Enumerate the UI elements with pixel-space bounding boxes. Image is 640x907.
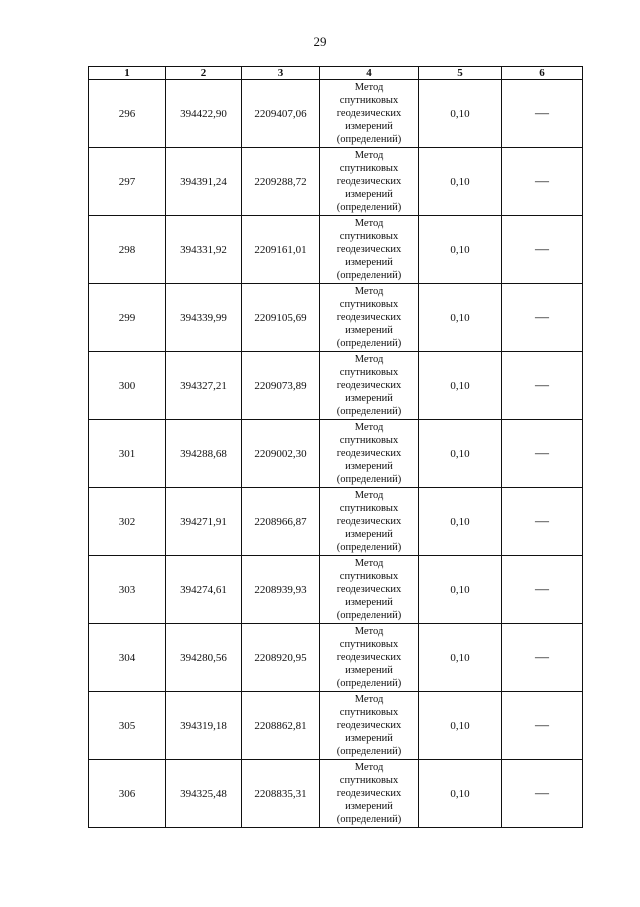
method-line: геодезических bbox=[336, 176, 402, 187]
coord-y-cell: 2209161,01 bbox=[242, 216, 320, 284]
coord-x-cell: 394271,91 bbox=[166, 488, 242, 556]
table-row bbox=[89, 420, 583, 488]
method-cell bbox=[320, 624, 419, 692]
method-line: Метод bbox=[354, 762, 384, 773]
method-line: геодезических bbox=[336, 312, 402, 323]
method-line: Метод bbox=[354, 694, 384, 705]
method-line: (определений) bbox=[336, 338, 402, 349]
method-line: (определений) bbox=[336, 474, 402, 485]
method-line: спутниковых bbox=[339, 503, 399, 514]
column-header-4: 4 bbox=[320, 67, 419, 80]
column-header-1: 1 bbox=[89, 67, 166, 80]
coord-x-cell: 394331,92 bbox=[166, 216, 242, 284]
method-line: (определений) bbox=[336, 678, 402, 689]
table-row bbox=[89, 692, 583, 760]
description-cell: — bbox=[502, 216, 583, 284]
method-cell bbox=[320, 488, 419, 556]
method-line: (определений) bbox=[336, 746, 402, 757]
method-cell bbox=[320, 692, 419, 760]
method-line: измерений bbox=[345, 665, 393, 676]
accuracy-cell: 0,10 bbox=[419, 488, 502, 556]
point-number-cell: 302 bbox=[89, 488, 166, 556]
method-line: Метод bbox=[354, 422, 384, 433]
method-line: геодезических bbox=[336, 448, 402, 459]
coord-y-cell: 2208835,31 bbox=[242, 760, 320, 828]
point-number-cell: 296 bbox=[89, 80, 166, 148]
coord-y-cell: 2209407,06 bbox=[242, 80, 320, 148]
coord-y-cell: 2209073,89 bbox=[242, 352, 320, 420]
point-number-cell: 297 bbox=[89, 148, 166, 216]
accuracy-cell: 0,10 bbox=[419, 148, 502, 216]
coord-x-cell: 394422,90 bbox=[166, 80, 242, 148]
method-line: (определений) bbox=[336, 814, 402, 825]
table-body bbox=[89, 80, 583, 828]
method-line: измерений bbox=[345, 325, 393, 336]
method-line: геодезических bbox=[336, 516, 402, 527]
table-row bbox=[89, 624, 583, 692]
method-line: Метод bbox=[354, 150, 384, 161]
method-line: геодезических bbox=[336, 244, 402, 255]
method-line: Метод bbox=[354, 558, 384, 569]
method-line: спутниковых bbox=[339, 163, 399, 174]
description-cell: — bbox=[502, 80, 583, 148]
method-cell bbox=[320, 284, 419, 352]
method-line: (определений) bbox=[336, 406, 402, 417]
method-line: геодезических bbox=[336, 788, 402, 799]
method-line: геодезических bbox=[336, 720, 402, 731]
coord-y-cell: 2209002,30 bbox=[242, 420, 320, 488]
method-line: геодезических bbox=[336, 584, 402, 595]
coord-y-cell: 2209288,72 bbox=[242, 148, 320, 216]
method-line: геодезических bbox=[336, 380, 402, 391]
point-number-cell: 300 bbox=[89, 352, 166, 420]
accuracy-cell: 0,10 bbox=[419, 352, 502, 420]
method-line: спутниковых bbox=[339, 299, 399, 310]
method-line: спутниковых bbox=[339, 231, 399, 242]
method-cell bbox=[320, 556, 419, 624]
coordinates-table bbox=[88, 66, 583, 828]
point-number-cell: 304 bbox=[89, 624, 166, 692]
accuracy-cell: 0,10 bbox=[419, 216, 502, 284]
method-line: измерений bbox=[345, 597, 393, 608]
coord-y-cell: 2209105,69 bbox=[242, 284, 320, 352]
accuracy-cell: 0,10 bbox=[419, 420, 502, 488]
method-line: Метод bbox=[354, 286, 384, 297]
method-line: Метод bbox=[354, 218, 384, 229]
table-row bbox=[89, 352, 583, 420]
point-number-cell: 305 bbox=[89, 692, 166, 760]
method-line: измерений bbox=[345, 257, 393, 268]
method-cell bbox=[320, 760, 419, 828]
accuracy-cell: 0,10 bbox=[419, 284, 502, 352]
point-number-cell: 299 bbox=[89, 284, 166, 352]
description-cell: — bbox=[502, 556, 583, 624]
method-cell bbox=[320, 420, 419, 488]
method-line: спутниковых bbox=[339, 367, 399, 378]
point-number-cell: 306 bbox=[89, 760, 166, 828]
method-line: измерений bbox=[345, 801, 393, 812]
accuracy-cell: 0,10 bbox=[419, 80, 502, 148]
description-cell: — bbox=[502, 352, 583, 420]
description-cell: — bbox=[502, 148, 583, 216]
method-line: (определений) bbox=[336, 270, 402, 281]
accuracy-cell: 0,10 bbox=[419, 760, 502, 828]
table-row bbox=[89, 284, 583, 352]
column-header-5: 5 bbox=[419, 67, 502, 80]
method-line: Метод bbox=[354, 354, 384, 365]
point-number-cell: 298 bbox=[89, 216, 166, 284]
method-line: (определений) bbox=[336, 202, 402, 213]
description-cell: — bbox=[502, 284, 583, 352]
method-line: измерений bbox=[345, 189, 393, 200]
method-line: измерений bbox=[345, 393, 393, 404]
coord-x-cell: 394327,21 bbox=[166, 352, 242, 420]
coord-x-cell: 394319,18 bbox=[166, 692, 242, 760]
method-line: Метод bbox=[354, 82, 384, 93]
point-number-cell: 301 bbox=[89, 420, 166, 488]
method-line: измерений bbox=[345, 461, 393, 472]
table-row bbox=[89, 556, 583, 624]
coord-y-cell: 2208939,93 bbox=[242, 556, 320, 624]
method-line: измерений bbox=[345, 529, 393, 540]
coord-x-cell: 394288,68 bbox=[166, 420, 242, 488]
coord-y-cell: 2208920,95 bbox=[242, 624, 320, 692]
column-header-2: 2 bbox=[166, 67, 242, 80]
method-line: спутниковых bbox=[339, 571, 399, 582]
page-number: 29 bbox=[313, 34, 327, 49]
coord-x-cell: 394391,24 bbox=[166, 148, 242, 216]
coord-y-cell: 2208966,87 bbox=[242, 488, 320, 556]
accuracy-cell: 0,10 bbox=[419, 624, 502, 692]
description-cell: — bbox=[502, 692, 583, 760]
table-row bbox=[89, 488, 583, 556]
method-line: спутниковых bbox=[339, 95, 399, 106]
method-cell bbox=[320, 216, 419, 284]
coord-x-cell: 394325,48 bbox=[166, 760, 242, 828]
column-header-6: 6 bbox=[502, 67, 583, 80]
table-row bbox=[89, 148, 583, 216]
coord-x-cell: 394339,99 bbox=[166, 284, 242, 352]
description-cell: — bbox=[502, 488, 583, 556]
method-cell bbox=[320, 80, 419, 148]
method-line: (определений) bbox=[336, 542, 402, 553]
table-row bbox=[89, 760, 583, 828]
table-row bbox=[89, 80, 583, 148]
method-line: измерений bbox=[345, 121, 393, 132]
column-header-3: 3 bbox=[242, 67, 320, 80]
method-line: спутниковых bbox=[339, 639, 399, 650]
description-cell: — bbox=[502, 624, 583, 692]
description-cell: — bbox=[502, 760, 583, 828]
coord-x-cell: 394280,56 bbox=[166, 624, 242, 692]
accuracy-cell: 0,10 bbox=[419, 692, 502, 760]
method-line: геодезических bbox=[336, 652, 402, 663]
coord-y-cell: 2208862,81 bbox=[242, 692, 320, 760]
coord-x-cell: 394274,61 bbox=[166, 556, 242, 624]
table-row bbox=[89, 216, 583, 284]
accuracy-cell: 0,10 bbox=[419, 556, 502, 624]
method-line: (определений) bbox=[336, 610, 402, 621]
method-line: Метод bbox=[354, 490, 384, 501]
point-number-cell: 303 bbox=[89, 556, 166, 624]
method-line: спутниковых bbox=[339, 435, 399, 446]
table-header-row bbox=[89, 67, 583, 80]
method-line: Метод bbox=[354, 626, 384, 637]
method-line: измерений bbox=[345, 733, 393, 744]
method-line: (определений) bbox=[336, 134, 402, 145]
method-cell bbox=[320, 148, 419, 216]
method-line: спутниковых bbox=[339, 775, 399, 786]
method-line: спутниковых bbox=[339, 707, 399, 718]
method-cell bbox=[320, 352, 419, 420]
method-line: геодезических bbox=[336, 108, 402, 119]
description-cell: — bbox=[502, 420, 583, 488]
